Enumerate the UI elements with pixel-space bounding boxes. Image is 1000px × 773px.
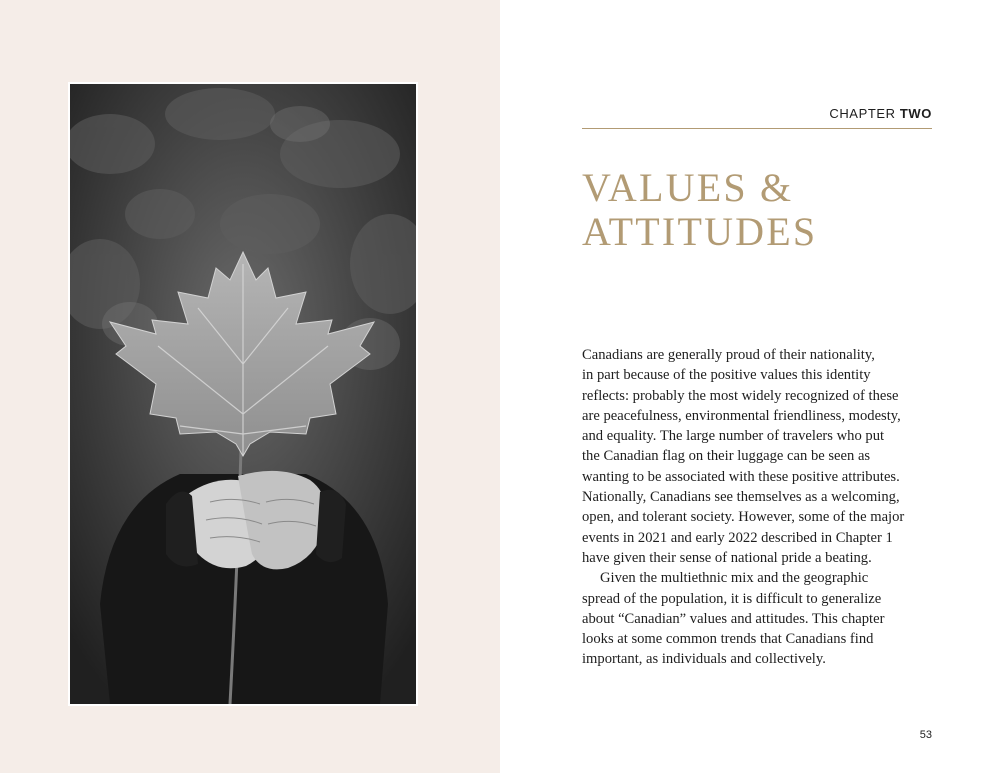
page-number: 53 (919, 729, 932, 741)
text-line: events in 2021 and early 2022 described in Chapter 1 (582, 529, 893, 546)
paragraph-1 (582, 345, 942, 568)
text-line: open, and tolerant society. However, some of the major (582, 509, 905, 526)
body-text (582, 345, 942, 670)
text-line: reflects: probably the most widely recognized of these (582, 387, 899, 404)
photo-frame (68, 82, 418, 706)
text-line: have given their sense of national pride a beating. (582, 549, 872, 566)
text-line: spread of the population, it is difficult to generalize (582, 590, 882, 607)
text-line: Nationally, Canadians see themselves as a welcoming, (582, 489, 900, 506)
text-line: Given the multiethnic mix and the geographic (600, 570, 869, 587)
text-line: are peacefulness, environmental friendliness, modesty, (582, 407, 901, 424)
text-line: the Canadian flag on their luggage can be seen as (582, 448, 871, 465)
chapter-title-line-2: ATTITUDES (582, 209, 818, 254)
right-page (500, 0, 1000, 773)
chapter-word: CHAPTER (829, 106, 896, 121)
text-line: Canadians are generally proud of their nationality, (582, 347, 875, 363)
paragraph-2 (582, 568, 942, 669)
text-line: important, as individuals and collectively. (582, 651, 826, 668)
chapter-divider (582, 128, 932, 129)
chapter-title (582, 166, 817, 254)
chapter-label (829, 106, 932, 121)
text-line: and equality. The large number of travelers who put (582, 428, 885, 445)
text-line: about “Canadian” values and attitudes. This chapter (582, 610, 885, 627)
chapter-number: TWO (899, 106, 932, 121)
text-line: in part because of the positive values this identity (582, 367, 871, 384)
chapter-title-line-1: VALUES & (582, 165, 794, 210)
text-line: looks at some common trends that Canadians find (582, 631, 874, 648)
text-line: wanting to be associated with these positive attributes. (582, 468, 900, 485)
maple-leaf-photo (70, 84, 416, 704)
